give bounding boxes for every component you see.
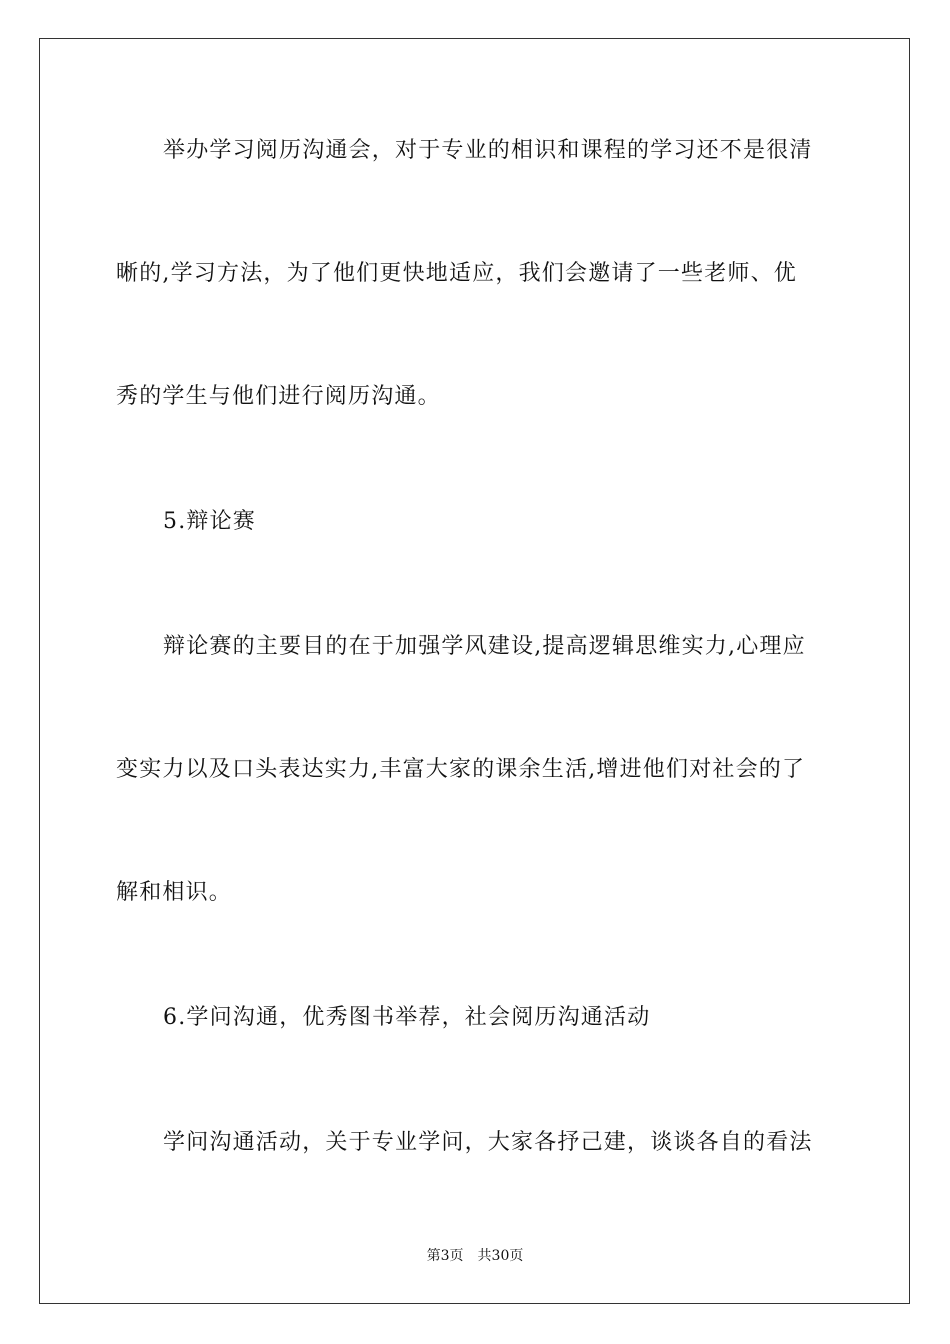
page-number: 第3页 (426, 1248, 464, 1264)
page-border (39, 38, 910, 1304)
section-heading: 6.学问沟通，优秀图书举荐，社会阅历沟通活动 (163, 1005, 651, 1030)
page-footer (0, 1247, 950, 1265)
paragraph-line: 变实力以及口头表达实力,丰富大家的课余生活,增进他们对社会的了 (116, 757, 806, 782)
paragraph-line: 秀的学生与他们进行阅历沟通。 (116, 384, 441, 409)
paragraph-line: 解和相识。 (116, 880, 233, 905)
paragraph-line: 学问沟通活动，关于专业学问，大家各抒己建，谈谈各自的看法 (163, 1130, 813, 1155)
paragraph-line: 辩论赛的主要目的在于加强学风建设,提高逻辑思维实力,心理应 (163, 634, 806, 659)
paragraph-line: 举办学习阅历沟通会，对于专业的相识和课程的学习还不是很清 (163, 138, 813, 163)
page-total: 共30页 (477, 1248, 524, 1264)
section-heading: 5.辩论赛 (163, 509, 256, 534)
paragraph-line: 晰的,学习方法，为了他们更快地适应，我们会邀请了一些老师、优 (116, 261, 797, 286)
